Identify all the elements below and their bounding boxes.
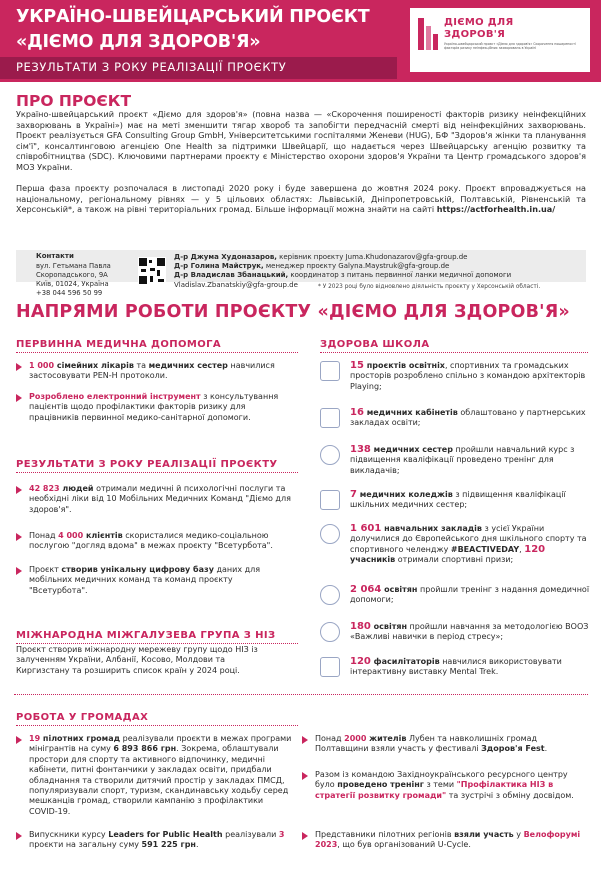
logo-tagline: Україно-швейцарський проєкт «Діємо для здоров'я» Скорочення поширеності факторів ризику неінфекційних захворювань в Україні: [444, 42, 576, 50]
header-subtitle-bar: [0, 57, 397, 79]
about-heading: ПРО ПРОЄКТ: [16, 92, 132, 110]
about-paragraph-1: Україно-швейцарський проєкт «Діємо для здоров'я» (повна назва — «Скорочення поширеності факторів ризику неінфекційних захворювань в Україні») має на меті зменшити тягар хвороб та запобігти передчасній смерті від неінфекційних захворювань. Проєкт реалізується GFA Consulting Group GmbH, Університетськими госпіталями Женеви (HUG), БФ "Здоров'я жінки та планування сім'ї", консалтинговою агенцією One Health за підтримки Швейцарії, що надається через Швейцарську агенцію розвитку та співробітництва (SDC). Ключовими партнерами проєкту є Міністерство охорони здоров'я України та Центр громадського здоров'я МОЗ України.: [16, 109, 586, 172]
logo-text-2: ЗДОРОВ'Я: [444, 29, 506, 40]
logo-mark-icon: [418, 18, 438, 50]
footnote: * У 2023 році було відновлено діяльність проєкту у Херсонській області.: [318, 284, 541, 290]
header-title-line1: УКРАЇНО-ШВЕЙЦАРСЬКИЙ ПРОЄКТ: [16, 7, 370, 27]
contact-person-1: Д-р Джума Худоназаров, керівник проєкту Juma.Khudonazarov@gfa-group.de: [174, 253, 468, 261]
contact-person-2: Д-р Голина Майструк, менеджер проєкту Galyna.Maystruk@gfa-group.de: [174, 262, 450, 271]
qr-code-icon[interactable]: [138, 257, 166, 285]
intl-text: Проєкт створив міжнародну мережеву групу щодо НІЗ із залученням України, Албанії, Косово, Молдови та Киргизстану та розширить список країн у 2024 році.: [16, 645, 258, 675]
results-heading: РЕЗУЛЬТАТИ З РОКУ РЕАЛІЗАЦІЇ ПРОЄКТУ: [16, 459, 278, 470]
intl-divider: [16, 643, 298, 644]
about-paragraph-2: Перша фаза проєкту розпочалася в листопаді 2020 року і буде завершена до жовтня 2024 року. Проєкт впроваджується на національному, регіональному рівнях — у 5 цільових областях: Львівській, Дніпропетровській, Полтавській, Рівненській та Херсонській*, а також на рівні територіальних громад. Більше інформації можна знайти на сайті https://actforhealth.in.ua/: [16, 183, 586, 215]
results-divider: [16, 472, 298, 473]
results-bullet-3: Проєкт створив унікальну цифрову базу даних для мобільних медичних команд та команд проєкту "Всетурбота".: [16, 565, 292, 596]
nurse-icon: [320, 445, 340, 465]
header-subtitle: РЕЗУЛЬТАТИ З РОКУ РЕАЛІЗАЦІЇ ПРОЄКТУ: [16, 60, 287, 74]
header-title-line2: «ДІЄМО ДЛЯ ЗДОРОВ'Я»: [16, 32, 261, 52]
community-left-1: 19 пілотних громад реалізували проєкти в межах програми мінігрантів на суму 6 893 866 грн. Зокрема, облаштували простори для спорту та активного відпочинку, медичні кабінети, питні фонтанчики у закладах освіти, придбали обладнання та створили дитячий простір у закладах ПМСД, популяризували спорт, туризм, скандинавську ходьбу серед мешканців громад, створили кампанію з профілактики COVID-19.: [16, 734, 292, 817]
intl-heading: МІЖНАРОДНА МІЖГАЛУЗЕВА ГРУПА З НІЗ: [16, 630, 276, 641]
facilitator-icon: [320, 657, 340, 677]
community-right-3: Представники пілотних регіонів взяли участь у Велофорумі 2023, що був організований U-Cycle.: [302, 830, 587, 851]
psychology-icon: [320, 622, 340, 642]
results-bullet-1: 42 823 людей отримали медичні й психологічні послуги та необхідні ліки від 10 Мобільних Медичних Команд "Діємо для здоров'я".: [16, 484, 292, 515]
community-divider: [16, 725, 298, 726]
logo-text-1: ДІЄМО ДЛЯ: [444, 17, 514, 28]
community-heading: РОБОТА У ГРОМАДАХ: [16, 712, 149, 723]
header-banner: [0, 0, 601, 82]
community-right-2: Разом із командою Західноукраїнського ресурсного центру було проведено тренінг з теми "Профілактика НІЗ в стратегії розвитку громади" та зустрічі з обміну досвідом.: [302, 770, 587, 801]
website-link[interactable]: https://actforhealth.in.ua/: [436, 204, 556, 215]
contact-person-3-email: Vladislav.Zbanatskiy@gfa-group.de: [174, 280, 298, 289]
results-bullet-2: Понад 4 000 клієнтів скористалися медико-соціальною послугою "догляд вдома" в межах проєкту "Всетурбота".: [16, 531, 292, 552]
primary-bullet-1: 1 000 сімейних лікарів та медичних сестер навчилися застосовувати PEN-H протоколи.: [16, 361, 286, 382]
community-right-1: Понад 2000 жителів Лубен та навколишніх громад Полтавщини взяли участь у фестивалі Здоров'я Fest.: [302, 734, 587, 755]
project-logo: [410, 8, 590, 72]
school-heading: ЗДОРОВА ШКОЛА: [320, 339, 430, 350]
teacher-icon: [320, 490, 340, 510]
medical-office-icon: [320, 408, 340, 428]
primary-care-heading: ПЕРВИННА МЕДИЧНА ДОПОМОГА: [16, 339, 222, 350]
trainer-icon: [320, 585, 340, 605]
contact-person-3: Д-р Владислав Збанацький, координатор з питань первинної ланки медичної допомоги: [174, 271, 512, 280]
primary-bullet-2: Розроблено електронний інструмент з консультування пацієнтів щодо профілактики факторів ризику для працівників первинної медико-санітарної допомоги.: [16, 392, 291, 423]
school-divider: [320, 352, 588, 353]
community-left-2: Випускники курсу Leaders for Public Health реалізували 3 проєкти на загальну суму 591 225 грн.: [16, 830, 292, 851]
primary-care-divider: [16, 352, 298, 353]
blueprint-icon: [320, 361, 340, 381]
contacts-address: вул. Гетьмана Павла Скоропадського, 9А Київ, 01024, Україна +38 044 596 50 99: [36, 262, 111, 297]
section-rule: [14, 694, 588, 695]
contacts-label: Контакти: [36, 252, 74, 260]
students-icon: [320, 524, 340, 544]
directions-heading: НАПРЯМИ РОБОТИ ПРОЄКТУ «ДІЄМО ДЛЯ ЗДОРОВ'Я»: [16, 302, 570, 322]
